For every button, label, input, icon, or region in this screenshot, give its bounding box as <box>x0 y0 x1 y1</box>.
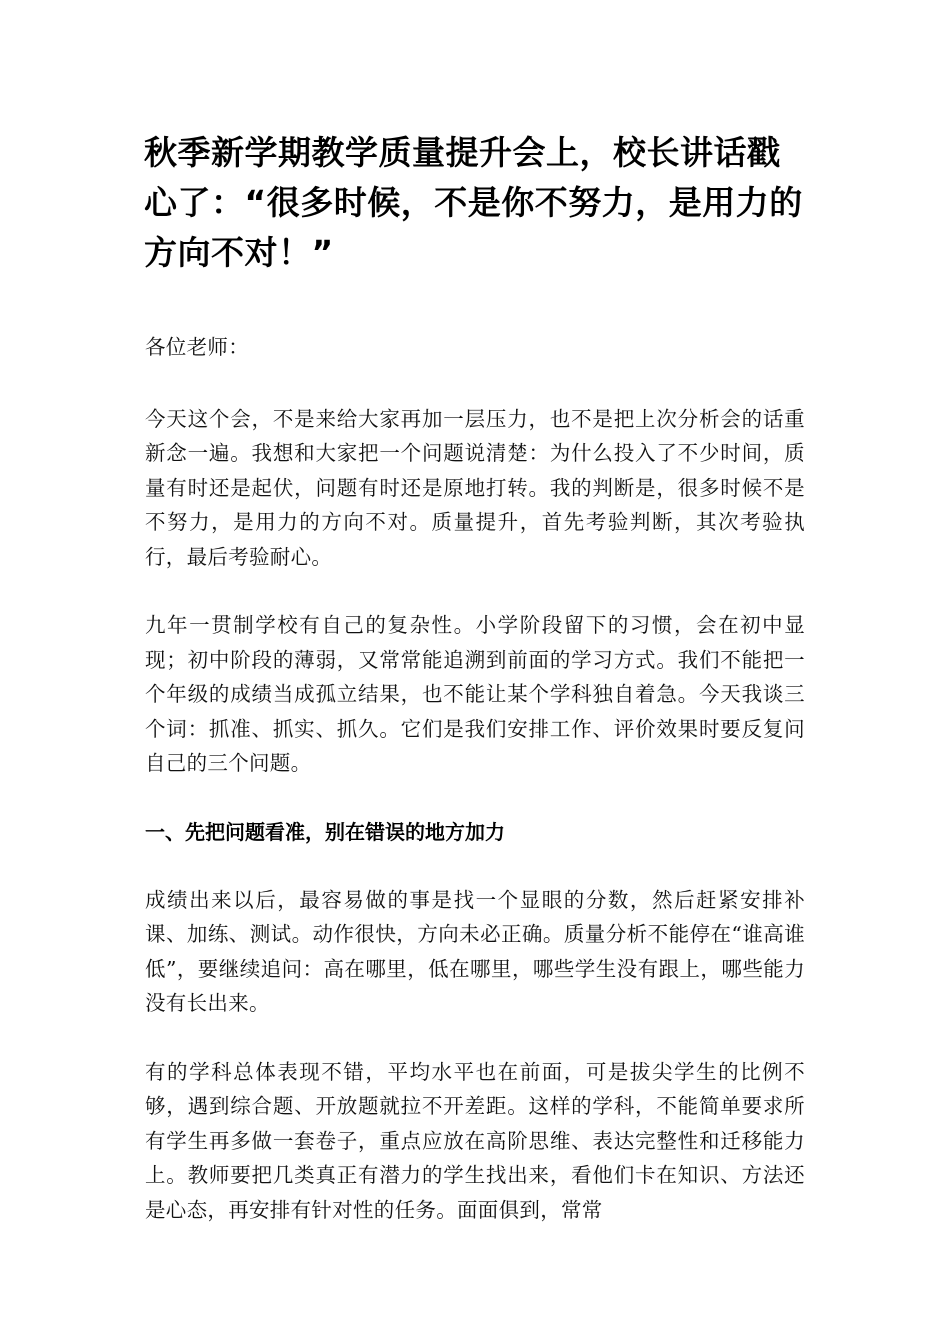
document-title: 秋季新学期教学质量提升会上，校长讲话戳心了：“很多时候，不是你不努力，是用力的方向不对！” <box>144 133 803 272</box>
paragraph-intro-2: 九年一贯制学校有自己的复杂性。小学阶段留下的习惯，会在初中显现；初中阶段的薄弱，又常常能追溯到前面的学习方式。我们不能把一个年级的成绩当成孤立结果，也不能让某个学科独自着急。今天我谈三个词：抓准、抓实、抓久。它们是我们安排工作、评价效果时要反复问自己的三个问题。 <box>145 613 805 775</box>
paragraph-intro-1: 今天这个会，不是来给大家再加一层压力，也不是把上次分析会的话重新念一遍。我想和大家把一个问题说清楚：为什么投入了不少时间，质量有时还是起伏，问题有时还是原地打转。我的判断是，很多时候不是不努力，是用力的方向不对。质量提升，首先考验判断，其次考验执行，最后考验耐心。 <box>145 406 805 569</box>
section-1-paragraph-2: 有的学科总体表现不错，平均水平也在前面，可是拔尖学生的比例不够，遇到综合题、开放题就拉不开差距。这样的学科，不能简单要求所有学生再多做一套卷子，重点应放在高阶思维、表达完整性和迁移能力上。教师要把几类真正有潜力的学生找出来，看他们卡在知识、方法还是心态，再安排有针对性的任务。面面俱到，常常 <box>145 1059 805 1222</box>
greeting: 各位老师： <box>145 335 249 359</box>
section-1-paragraph-1: 成绩出来以后，最容易做的事是找一个显眼的分数，然后赶紧安排补课、加练、测试。动作很快，方向未必正确。质量分析不能停在“谁高谁低”，要继续追问：高在哪里，低在哪里，哪些学生没有跟上，哪些能力没有长出来。 <box>145 887 805 1015</box>
document-body <box>145 330 805 1261</box>
section-heading-1: 一、先把问题看准，别在错误的地方加力 <box>145 819 505 844</box>
